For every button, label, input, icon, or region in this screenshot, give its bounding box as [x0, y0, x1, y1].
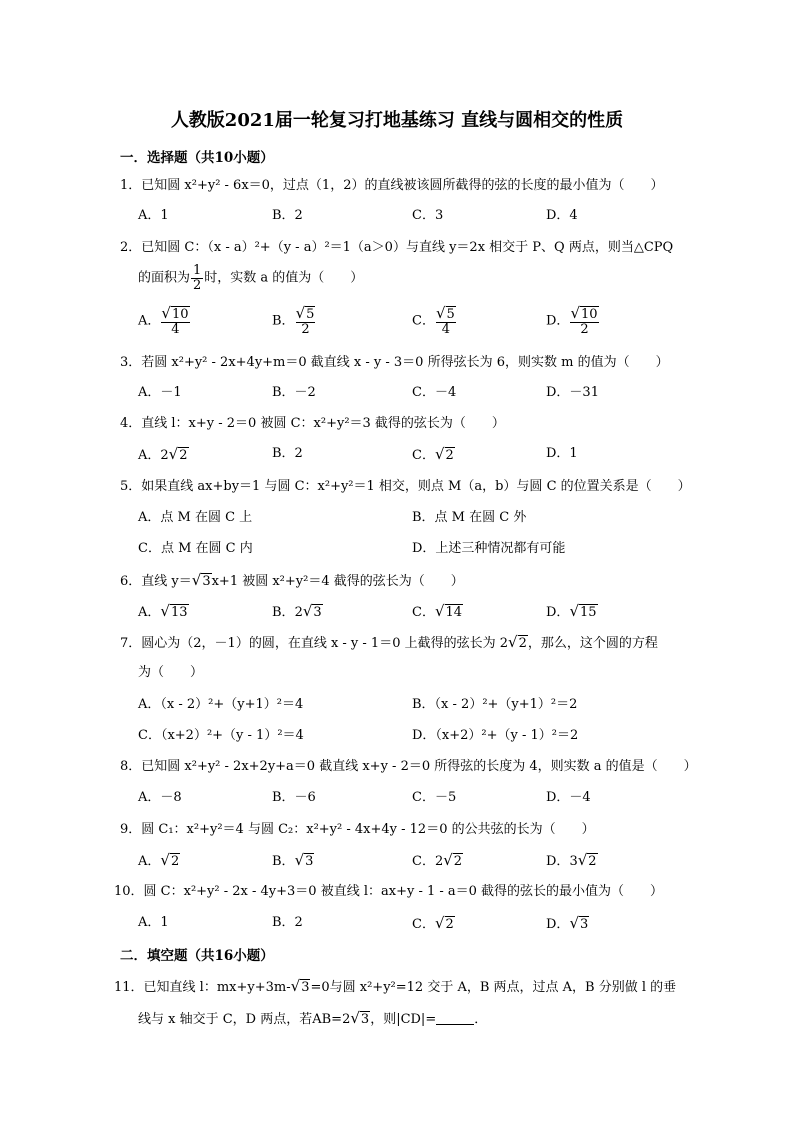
- question-10: 10．圆 C：x²+y² - 2x - 4y+3＝0 被直线 l：ax+y - 1 - a＝0 截得的弦长的最小值为（ ）: [114, 884, 664, 899]
- q4-option-b: B．2: [272, 446, 303, 461]
- q4-option-d: D．1: [546, 446, 578, 461]
- q10-option-c: C．√2: [412, 914, 454, 932]
- section-heading-choice: 一．选择题（共10小题）: [120, 150, 274, 166]
- q1-option-d: D．4: [546, 208, 578, 223]
- q10-option-a: A．1: [138, 915, 169, 930]
- q5-option-c: C．点 M 在圆 C 内: [138, 541, 253, 556]
- q5-option-a: A．点 M 在圆 C 上: [138, 510, 253, 525]
- question-7-line2: 为（ ）: [138, 665, 204, 680]
- question-4: 4．直线 l：x+y - 2＝0 被圆 C：x²+y²＝3 截得的弦长为（ ）: [120, 416, 505, 431]
- question-2-line2: 的面积为 $\frac{1}{2}$ 时，实数 a 的值为（ ）: [138, 263, 364, 293]
- page-title: 人教版2021届一轮复习打地基练习 直线与圆相交的性质: [170, 110, 624, 131]
- q5-option-d: D．上述三种情况都有可能: [412, 541, 566, 556]
- question-11: 11．已知直线 l：mx+y+3m-√3=0与圆 x²+y²=12 交于 A，B 两点，过点 A，B 分别做 l 的垂: [114, 977, 677, 995]
- q2-option-b: B． $\frac{√5}{2}$: [272, 304, 315, 337]
- q6-option-a: A．√13: [138, 602, 188, 620]
- q8-option-d: D．－4: [546, 790, 591, 805]
- question-7: 7．圆心为（2，－1）的圆，在直线 x - y - 1＝0 上截得的弦长为 2√2，那么，这个圆的方程: [120, 633, 658, 651]
- question-5: 5．如果直线 ax+by＝1 与圆 C：x²+y²＝1 相交，则点 M（a，b）与圆 C 的位置关系是（ ）: [120, 479, 691, 494]
- q10-option-b: B．2: [272, 915, 303, 930]
- q9-option-d: D．3√2: [546, 851, 597, 869]
- q3-option-a: A．－1: [138, 385, 182, 400]
- q1-option-a: A．1: [138, 208, 169, 223]
- q7-option-a: A．（x - 2）²+（y+1）²＝4: [138, 697, 304, 712]
- question-6: 6．直线 y＝√3x+1 被圆 x²+y²＝4 截得的弦长为（ ）: [120, 571, 464, 589]
- section-heading-fill: 二．填空题（共16小题）: [120, 948, 274, 964]
- question-9: 9．圆 C₁：x²+y²＝4 与圆 C₂：x²+y² - 4x+4y - 12＝0 的公共弦的长为（ ）: [120, 822, 595, 837]
- q10-option-d: D．√3: [546, 914, 589, 932]
- q2-option-d: D． $\frac{√10}{2}$: [546, 304, 598, 337]
- q7-option-d: D．（x+2）²+（y - 1）²＝2: [412, 728, 579, 743]
- q8-option-b: B．－6: [272, 790, 316, 805]
- question-3: 3．若圆 x²+y² - 2x+4y+m＝0 截直线 x - y - 3＝0 所得弦长为 6，则实数 m 的值为（ ）: [120, 355, 669, 370]
- q3-option-d: D．－31: [546, 385, 599, 400]
- q1-option-b: B．2: [272, 208, 303, 223]
- q4-option-a: A．2√2: [138, 445, 188, 463]
- q9-option-b: B．√3: [272, 851, 314, 869]
- question-8: 8．已知圆 x²+y² - 2x+2y+a＝0 截直线 x+y - 2＝0 所得弦的长度为 4，则实数 a 的值是（ ）: [120, 759, 697, 774]
- q8-option-c: C．－5: [412, 790, 457, 805]
- q7-option-b: B．（x - 2）²+（y+1）²＝2: [412, 697, 578, 712]
- q8-option-a: A．－8: [138, 790, 182, 805]
- q6-option-d: D．√15: [546, 602, 597, 620]
- q9-option-a: A．√2: [138, 851, 180, 869]
- q5-option-b: B．点 M 在圆 C 外: [412, 510, 527, 525]
- fraction-half: $\frac{1}{2}$: [193, 263, 202, 293]
- q4-option-c: C．√2: [412, 445, 454, 463]
- question-11-line2: 线与 x 轴交于 C，D 两点，若AB=2√3，则|CD|= ．: [138, 1009, 488, 1027]
- q1-option-c: C．3: [412, 208, 444, 223]
- q2-option-c: C． $\frac{√5}{4}$: [412, 304, 455, 337]
- q3-option-b: B．－2: [272, 385, 316, 400]
- q6-option-b: B．2√3: [272, 602, 322, 620]
- question-2: 2．已知圆 C：（x - a）²+（y - a）²＝1（a＞0）与直线 y＝2x 相交于 P、Q 两点，则当△CPQ: [120, 240, 674, 255]
- q6-option-c: C．√14: [412, 602, 463, 620]
- q2-option-a: A． $\frac{√10}{4}$: [138, 304, 189, 337]
- question-1: 1．已知圆 x²+y² - 6x＝0，过点（1，2）的直线被该圆所截得的弦的长度的最小值为（ ）: [120, 178, 664, 193]
- q3-option-c: C．－4: [412, 385, 457, 400]
- q9-option-c: C．2√2: [412, 851, 463, 869]
- answer-blank: [436, 1012, 474, 1025]
- q7-option-c: C．（x+2）²+（y - 1）²＝4: [138, 728, 304, 743]
